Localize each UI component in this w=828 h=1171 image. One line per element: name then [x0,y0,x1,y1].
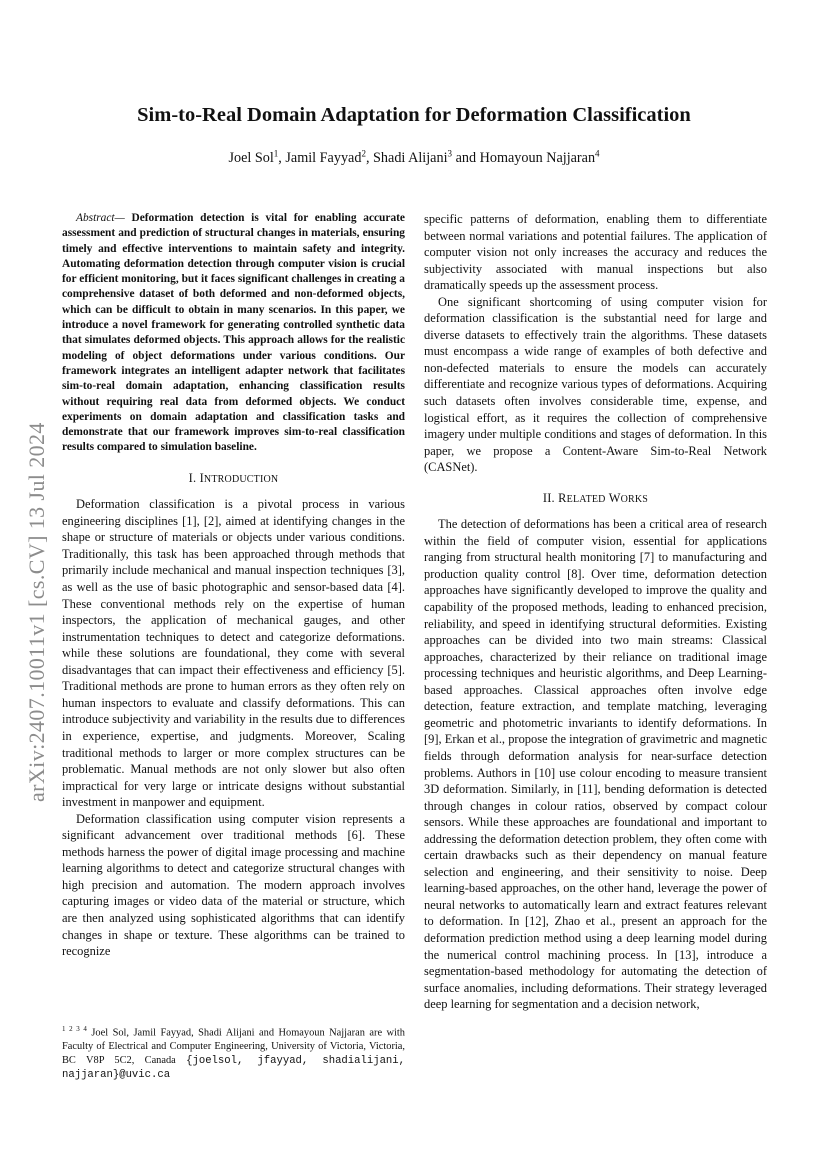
body-paragraph: specific patterns of deformation, enabling them to differentiate between normal variations and potential failures. The application of computer vision not only increases the accuracy and reduces the subjectivity associated with manual inspections but also dramatically speeds up the assessment process. [424,212,767,293]
author-name: Homayoun Najjaran [479,150,596,166]
body-paragraph: Deformation classification is a pivotal process in various engineering disciplines [1], [2], aimed at identifying changes in the shape or structure of materials or objects under various conditions. Traditionally, this task has been approached through methods that primarily include mechanical and manual inspection techniques [3], as well as the use of basic photographic and sensor-based data [4]. These conventional methods rely on the expertise of human inspectors, the application of mechanical gauges, and other instrumentation techniques to detect and categorize deformations. while these solutions are foundational, they come with several disadvantages that can impact their effectiveness and efficiency [5]. Traditional methods are prone to human errors as they often rely on human inspectors to evaluate and classify deformations. This can introduce subjectivity and variability in the results due to differences in experience, expertise, and judgments. Moreover, Scaling traditional methods to larger or more complex structures can be problematic. Manual methods are not only slower but also often impractical for very large or intricate designs without substantial investment in manpower and equipment. [62,497,405,810]
section-heading-introduction: I. INTRODUCTION [188,470,279,485]
body-paragraph: Deformation classification using computer vision represents a significant advancement over traditional methods [6]. These methods harness the power of digital image processing and machine learning algorithms to detect and categorize structural changes with high precision and automation. The modern approach involves capturing images or video data of the material or structure, which are then analyzed using sophisticated algorithms that can identify changes in shape or texture. These algorithms can be trained to recognize [62,811,405,959]
arxiv-identifier-stamp: arXiv:2407.10011v1 [cs.CV] 13 Jul 2024 [24,422,49,803]
abstract-text: Deformation detection is vital for enabling accurate assessment and prediction of structural changes in materials, ensuring timely and effective interventions to maintain safety and integrity. Automating deformation detection through computer vision is crucial for efficient monitoring, but it faces significant challenges in creating a comprehensive dataset of both deformed and non-deformed objects, which can be difficult to obtain in many scenarios. In this paper, we introduce a novel framework for generating controlled synthetic data that simulates deformed objects. This approach allows for the realistic modeling of object deformations under various conditions. Our framework integrates an intelligent adapter network that facilitates sim-to-real domain adaptation, enhancing classification results without requiring real data from deformed objects. We conduct experiments on domain adaptation and classification tasks and demonstrate that our framework improves sim-to-real classification results compared to simulation baseline. [62,212,405,454]
author-list: Joel Sol$^1$, Jamil Fayyad$^2$, Shadi Alijani$^3$ and Homayoun Najjaran$^4$ [228,148,600,166]
author-affiliation-mark: 4 [595,148,600,159]
author-name: Shadi Alijani [373,150,448,166]
paper-title: Sim-to-Real Domain Adaptation for Deformation Classification [137,104,691,126]
section-heading-related-works: II. RELATED WORKS [542,490,649,505]
body-paragraph: One significant shortcoming of using computer vision for deformation classification is the substantial need for large and diverse datasets to effectively train the algorithms. These datasets must encompass a wide range of examples of both defective and non-defected materials to ensure the models can accurately differentiate and recognize various types of deformations. Acquiring such datasets often involves considerable time, expense, and logistical effort, as it requires the collection of comprehensive imagery under multiple conditions and stages of deformation. In this paper, we propose a Content-Aware Sim-to-Real Network (CASNet). [424,294,767,475]
author-affiliation-mark: 1 [273,148,279,159]
abstract-label: Abstract— [76,212,125,224]
author-name: Joel Sol [228,150,274,166]
affiliation-footnote [62,1023,405,1083]
right-column [424,211,767,1013]
left-column [62,211,405,960]
footnote-marks: 1 2 3 4 [62,1025,87,1033]
footnote-emails: {joelsol, jfayyad, shadialijani, najjaran}@uvic.ca [62,1054,405,1082]
author-affiliation-mark: 2 [361,148,366,159]
abstract [62,211,405,456]
author-affiliation-mark: 3 [447,148,453,159]
body-paragraph: The detection of deformations has been a critical area of research within the field of computer vision, essential for applications ranging from structural health monitoring [7] to manufacturing and production quality control [8]. Over time, deformation detection approaches have significantly developed to improve the quality and capability of the proposed methods, leading to enhanced precision, reliability, and speed in identifying structural deformities. Existing approaches can be divided into two main streams: Classical approaches, characterized by their reliance on traditional image processing techniques and heuristic algorithms, and Deep Learning-based approaches. Classical approaches often involve edge detection, feature extraction, and template matching, leveraging geometric and photometric invariants to identify deformations. In [9], Erkan et al., propose the integration of gravimetric and magnetic fields through deformation analysis for near-surface detection problems. Authors in [10] use colour encoding to measure transient 3D deformation. Similarly, in [11], bending deformation is detected through changes in colour ratios, observed by compact colour sensors. While these approaches are foundational and important to addressing the deformation detection problem, they often come with certain drawbacks such as their dependency on manual feature selection and engineering, and their sensitivity to noise. Deep learning-based approaches, on the other hand, leverage the power of neural networks to automatically learn and extract features relevant to deformation. In [12], Zhao et al., present an approach for the deformation prediction method using a deep learning model during the numerical control machining process. In [13], introduce a segmentation-based methodology for automating the detection of surface anomalies, including deformations. Their strategy leveraged deep learning for segmentation and a decision network, [424,517,767,1012]
author-name: Jamil Fayyad [285,150,362,166]
footnote-text: Joel Sol, Jamil Fayyad, Shadi Alijani and Homayoun Najjaran are with Faculty of Electrical and Computer Engineering, University of Victoria, Victoria, BC V8P 5C2, Canada [62,1027,406,1066]
